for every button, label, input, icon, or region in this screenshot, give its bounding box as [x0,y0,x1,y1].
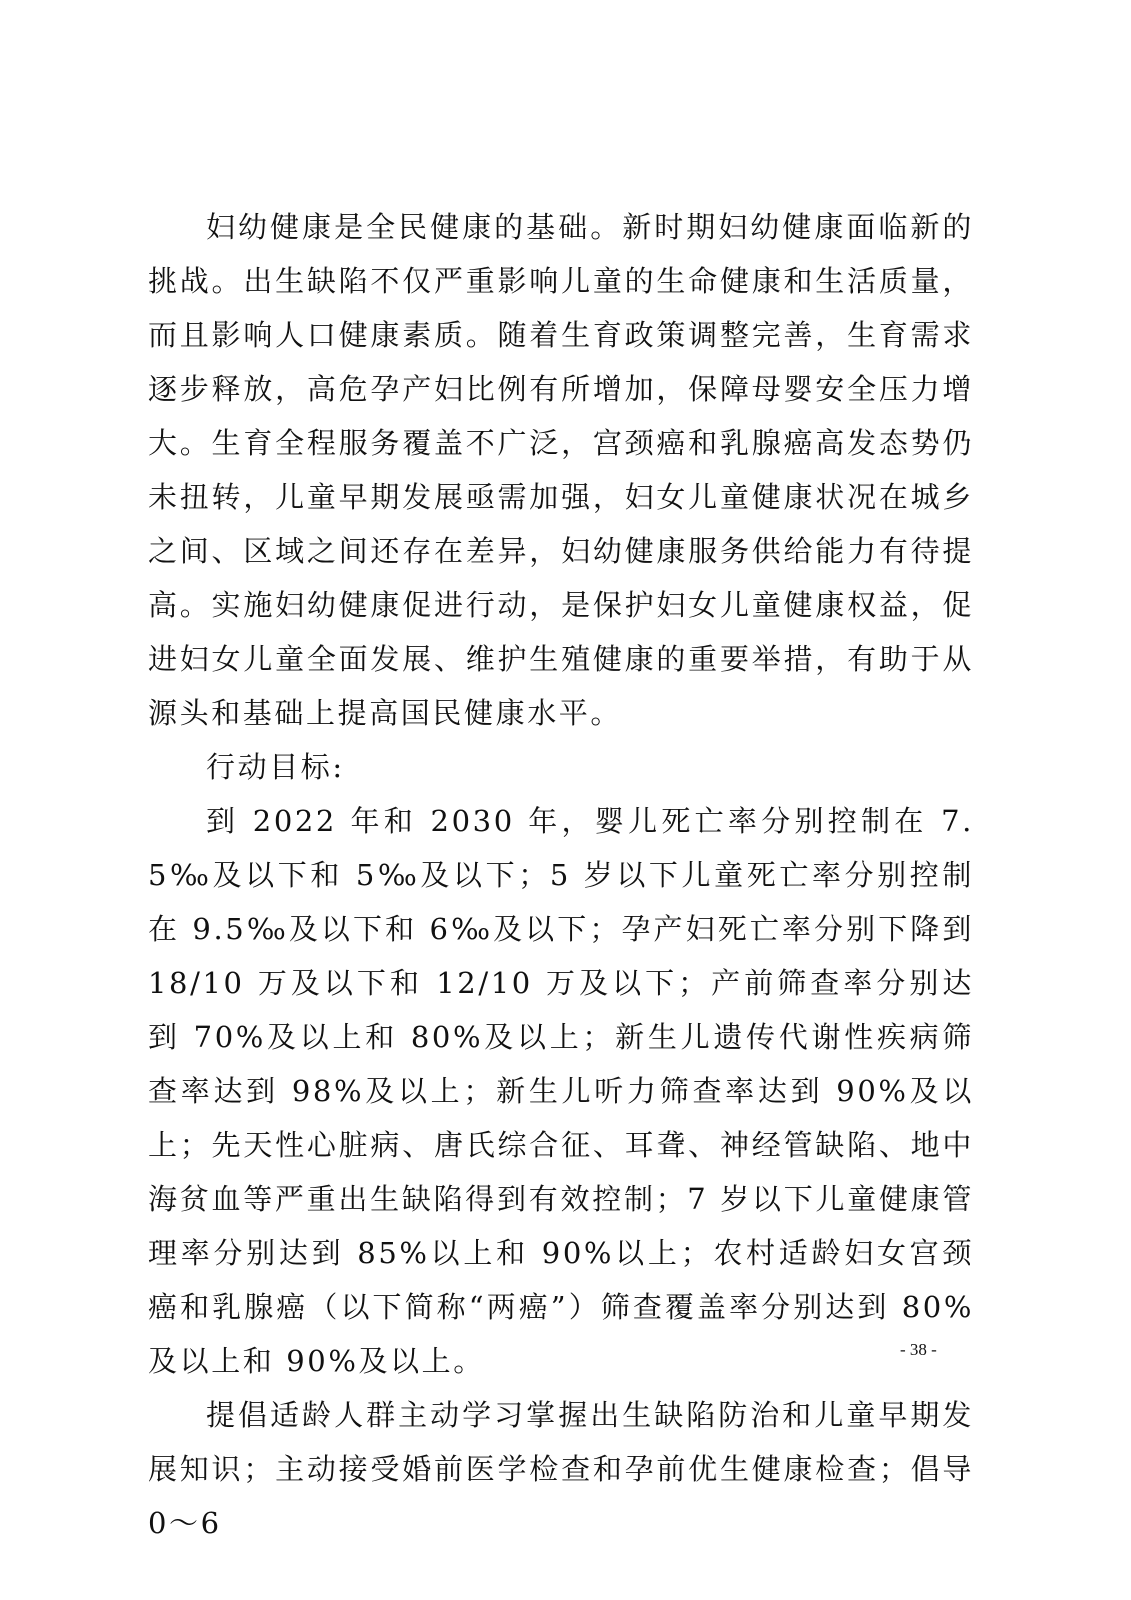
paragraph-goals-heading: 行动目标: [206,750,345,784]
paragraph-intro: 妇幼健康是全民健康的基础。新时期妇幼健康面临新的挑战。出生缺陷不仅严重影响儿童的生命健康和生活质量，而且影响人口健康素质。随着生育政策调整完善，生育需求逐步释放，高危孕产妇比例有所增加，保障母婴安全压力增大。生育全程服务覆盖不广泛，宫颈癌和乳腺癌高发态势仍未扭转，儿童早期发展亟需加强，妇女儿童健康状况在城乡之间、区域之间还存在差异，妇幼健康服务供给能力有待提高。实施妇幼健康促进行动，是保护妇女儿童健康权益，促进妇女儿童全面发展、维护生殖健康的重要举措，有助于从源头和基础上提高国民健康水平。 [148,210,974,730]
page-number: - 38 - [900,1340,937,1359]
paragraph-advocacy: 提倡适龄人群主动学习掌握出生缺陷防治和儿童早期发展知识；主动接受婚前医学检查和孕前优生健康检查；倡导 0～6 [148,1398,974,1540]
paragraph-goals: 到 2022 年和 2030 年，婴儿死亡率分别控制在 7.5‰及以下和 5‰及以下；5 岁以下儿童死亡率分别控制在 9.5‰及以下和 6‰及以下；孕产妇死亡率分别下降到 18/10 万及以下和 12/10 万及以下；产前筛查率分别达到 70%及以上和 80%及以上；新生儿遗传代谢性疾病筛查率达到 98%及以上；新生儿听力筛查率达到 90%及以上；先天性心脏病、唐氏综合征、耳聋、神经管缺陷、地中海贫血等严重出生缺陷得到有效控制；7 岁以下儿童健康管理率分别达到 85%以上和 90%以上；农村适龄妇女宫颈癌和乳腺癌（以下简称“两癌”）筛查覆盖率分别达到 80%及以上和 90%及以上。 [148,804,974,1378]
